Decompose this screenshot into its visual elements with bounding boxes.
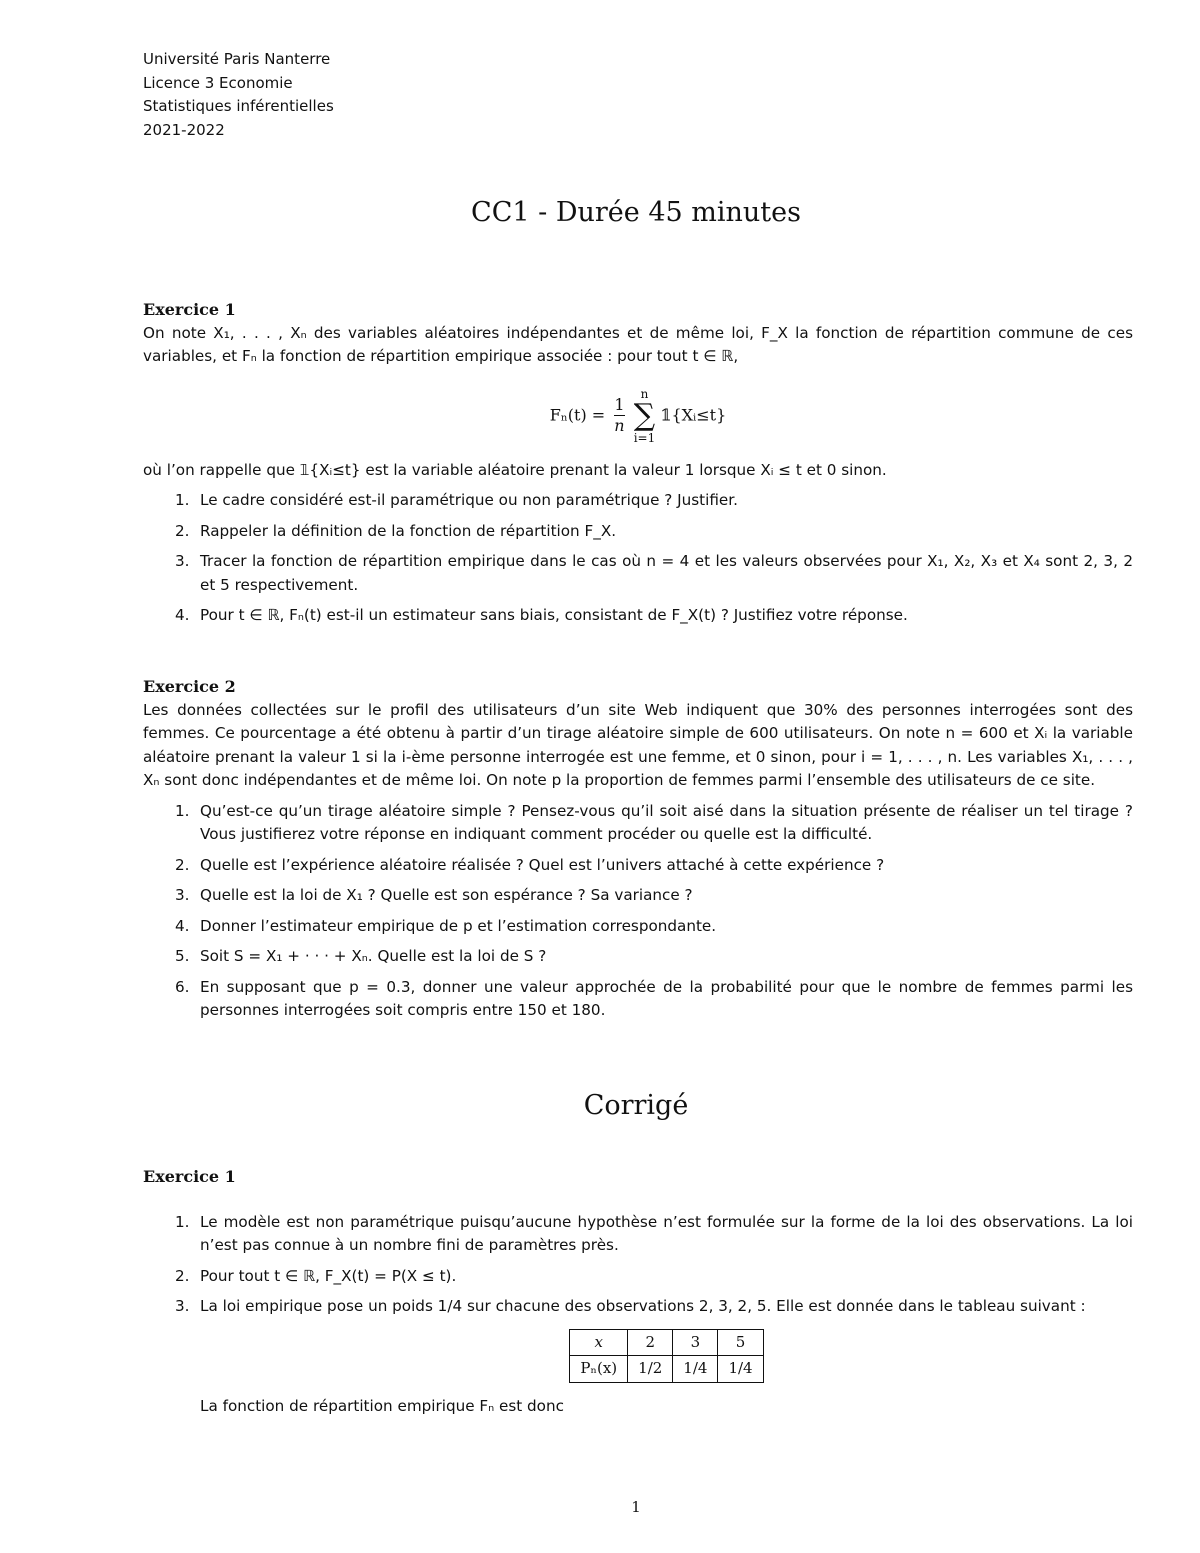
formula-denominator: n — [614, 416, 625, 435]
question-text: Le cadre considéré est-il paramétrique ou non paramétrique ? Justifier. — [200, 491, 738, 509]
exercise-1-questions — [143, 489, 1133, 628]
list-item: 2. Pour tout t ∈ ℝ, F_X(t) = P(X ≤ t). — [175, 1266, 457, 1285]
correction-exercise-1-heading: Exercice 1 — [143, 1167, 236, 1186]
exercise-1-section — [143, 298, 1133, 628]
table-row — [570, 1329, 763, 1356]
list-item: 5. Soit S = X₁ + · · · + Xₙ. Quelle est la loi de S ? — [175, 947, 547, 965]
table-row — [570, 1356, 763, 1383]
sum-upper-bound: n — [640, 386, 649, 401]
exercise-1-indicator-note: où l’on rappelle que 𝟙{Xᵢ≤t} est la variable aléatoire prenant la valeur 1 lorsque Xᵢ ≤ t et 0 sinon. — [143, 460, 887, 479]
table-cell: 2 — [628, 1329, 673, 1356]
question-text: Donner l’estimateur empirique de p et l’estimation correspondante. — [200, 916, 717, 935]
question-text: Qu’est-ce qu’un tirage aléatoire simple ? Pensez-vous qu’il soit aisé dans la situation présente de réaliser un tel tirage ? Vous justifierez votre réponse en indiquant comment procéder ou quelle est la difficulté. — [200, 801, 1133, 843]
page-number: 1 — [631, 1498, 641, 1516]
list-item: 4. Donner l’estimateur empirique de p et l’estimation correspondante. — [175, 916, 717, 935]
sigma-symbol: ∑ — [633, 397, 656, 433]
table-cell: 3 — [673, 1329, 718, 1356]
question-text: Soit S = X₁ + · · · + Xₙ. Quelle est la loi de S ? — [200, 947, 547, 965]
question-text: En supposant que p = 0.3, donner une valeur approchée de la probabilité pour que le nombre de femmes parmi les personnes interrogées soit compris entre 150 et 180. — [200, 977, 1133, 1019]
exam-title: CC1 - Durée 45 minutes — [471, 197, 801, 228]
list-item: 1. Le cadre considéré est-il paramétrique ou non paramétrique ? Justifier. — [175, 491, 738, 509]
empirical-cdf-formula — [143, 387, 1133, 445]
correction-title: Corrigé — [583, 1090, 689, 1121]
after-table-text: La fonction de répartition empirique Fₙ est donc — [200, 1396, 564, 1415]
list-item: 3. Quelle est la loi de X₁ ? Quelle est son espérance ? Sa variance ? — [175, 886, 693, 904]
list-item: 4. Pour t ∈ ℝ, Fₙ(t) est-il un estimateur sans biais, consistant de F_X(t) ? Justifiez votre réponse. — [175, 606, 908, 624]
question-text: Rappeler la définition de la fonction de répartition F_X. — [200, 521, 617, 540]
correction-answers — [143, 1211, 1133, 1419]
table-cell: Pₙ(x) — [570, 1356, 628, 1383]
formula-fraction — [614, 395, 624, 436]
table-cell: 1/4 — [673, 1356, 718, 1383]
header-year: 2021-2022 — [143, 120, 225, 139]
list-item: 6. En supposant que p = 0.3, donner une valeur approchée de la probabilité pour que le nombre de femmes parmi les personnes interrogées soit compris entre 150 et 180. — [175, 977, 1133, 1019]
question-text: Quelle est la loi de X₁ ? Quelle est son espérance ? Sa variance ? — [200, 886, 693, 904]
exercise-2-intro: Les données collectées sur le profil des utilisateurs d’un site Web indiquent que 30% des personnes interrogées sont des femmes. Ce pourcentage a été obtenu à partir d’un tirage aléatoire simple de 600 utilisateurs. On note n = 600 et Xᵢ la variable aléatoire prenant la valeur 1 si la i-ème personne interrogée est une femme, et 0 sinon, pour i = 1, . . . , n. Les variables X₁, . . . , Xₙ sont donc indépendantes et de même loi. On note p la proportion de femmes parmi l’ensemble des utilisateurs de ce site. — [143, 700, 1133, 789]
answer-text: La loi empirique pose un poids 1/4 sur chacune des observations 2, 3, 2, 5. Elle est donnée dans le tableau suivant : — [200, 1297, 1086, 1315]
empirical-law-table — [569, 1329, 763, 1383]
answer-text: Le modèle est non paramétrique puisqu’aucune hypothèse n’est formulée sur la forme de la loi des observations. La loi n’est pas connue à un nombre fini de paramètres près. — [200, 1212, 1133, 1254]
formula-lhs: Fₙ(t) = — [549, 405, 606, 424]
document-header — [143, 48, 334, 142]
exercise-2-heading: Exercice 2 — [143, 677, 236, 696]
exercise-1-intro: On note X₁, . . . , Xₙ des variables aléatoires indépendantes et de même loi, F_X la fonction de répartition commune de ces variables, et Fₙ la fonction de répartition empirique associée : pour tout t ∈ ℝ, — [143, 323, 1133, 365]
list-item: 1. Le modèle est non paramétrique puisqu’aucune hypothèse n’est formulée sur la forme de la loi des observations. La loi n’est pas connue à un nombre fini de paramètres près. — [175, 1212, 1133, 1254]
list-item: 2. Rappeler la définition de la fonction de répartition F_X. — [175, 521, 617, 540]
header-course: Statistiques inférentielles — [143, 97, 334, 115]
table-cell: 1/2 — [628, 1356, 673, 1383]
question-text: Pour t ∈ ℝ, Fₙ(t) est-il un estimateur sans biais, consistant de F_X(t) ? Justifiez votre réponse. — [200, 606, 908, 624]
table-cell: 5 — [718, 1329, 763, 1356]
table-cell: 1/4 — [718, 1356, 763, 1383]
exercise-1-heading: Exercice 1 — [143, 300, 236, 319]
list-item: 3. Tracer la fonction de répartition empirique dans le cas où n = 4 et les valeurs observées pour X₁, X₂, X₃ et X₄ sont 2, 3, 2 et 5 respectivement. — [175, 552, 1133, 594]
correction-section — [143, 1165, 1133, 1418]
sum-lower-bound: i=1 — [633, 430, 656, 445]
exercise-2-questions — [143, 800, 1133, 1023]
list-item: 3. La loi empirique pose un poids 1/4 sur chacune des observations 2, 3, 2, 5. Elle est donnée dans le tableau suivant : x 2 3 5 Pₙ(x) 1/2 1/4 1/4 La fonction de répartition empirique Fₙ est donc — [143, 1295, 1133, 1418]
table-cell: x — [570, 1329, 628, 1356]
formula-indicator: 𝟙{Xᵢ≤t} — [660, 405, 727, 424]
answer-text: Pour tout t ∈ ℝ, F_X(t) = P(X ≤ t). — [200, 1266, 457, 1285]
list-item: 1. Qu’est-ce qu’un tirage aléatoire simple ? Pensez-vous qu’il soit aisé dans la situation présente de réaliser un tel tirage ? Vous justifierez votre réponse en indiquant comment procéder ou quelle est la difficulté. — [175, 801, 1133, 843]
formula-numerator: 1 — [614, 395, 625, 414]
question-text: Quelle est l’expérience aléatoire réalisée ? Quel est l’univers attaché à cette expérience ? — [200, 855, 885, 874]
formula-sum — [634, 387, 656, 445]
question-text: Tracer la fonction de répartition empirique dans le cas où n = 4 et les valeurs observées pour X₁, X₂, X₃ et X₄ sont 2, 3, 2 et 5 respectivement. — [200, 552, 1133, 594]
exercise-2-section — [143, 675, 1133, 1023]
header-university: Université Paris Nanterre — [143, 50, 331, 68]
header-program: Licence 3 Economie — [143, 73, 293, 92]
list-item: 2. Quelle est l’expérience aléatoire réalisée ? Quel est l’univers attaché à cette expérience ? — [175, 855, 885, 874]
